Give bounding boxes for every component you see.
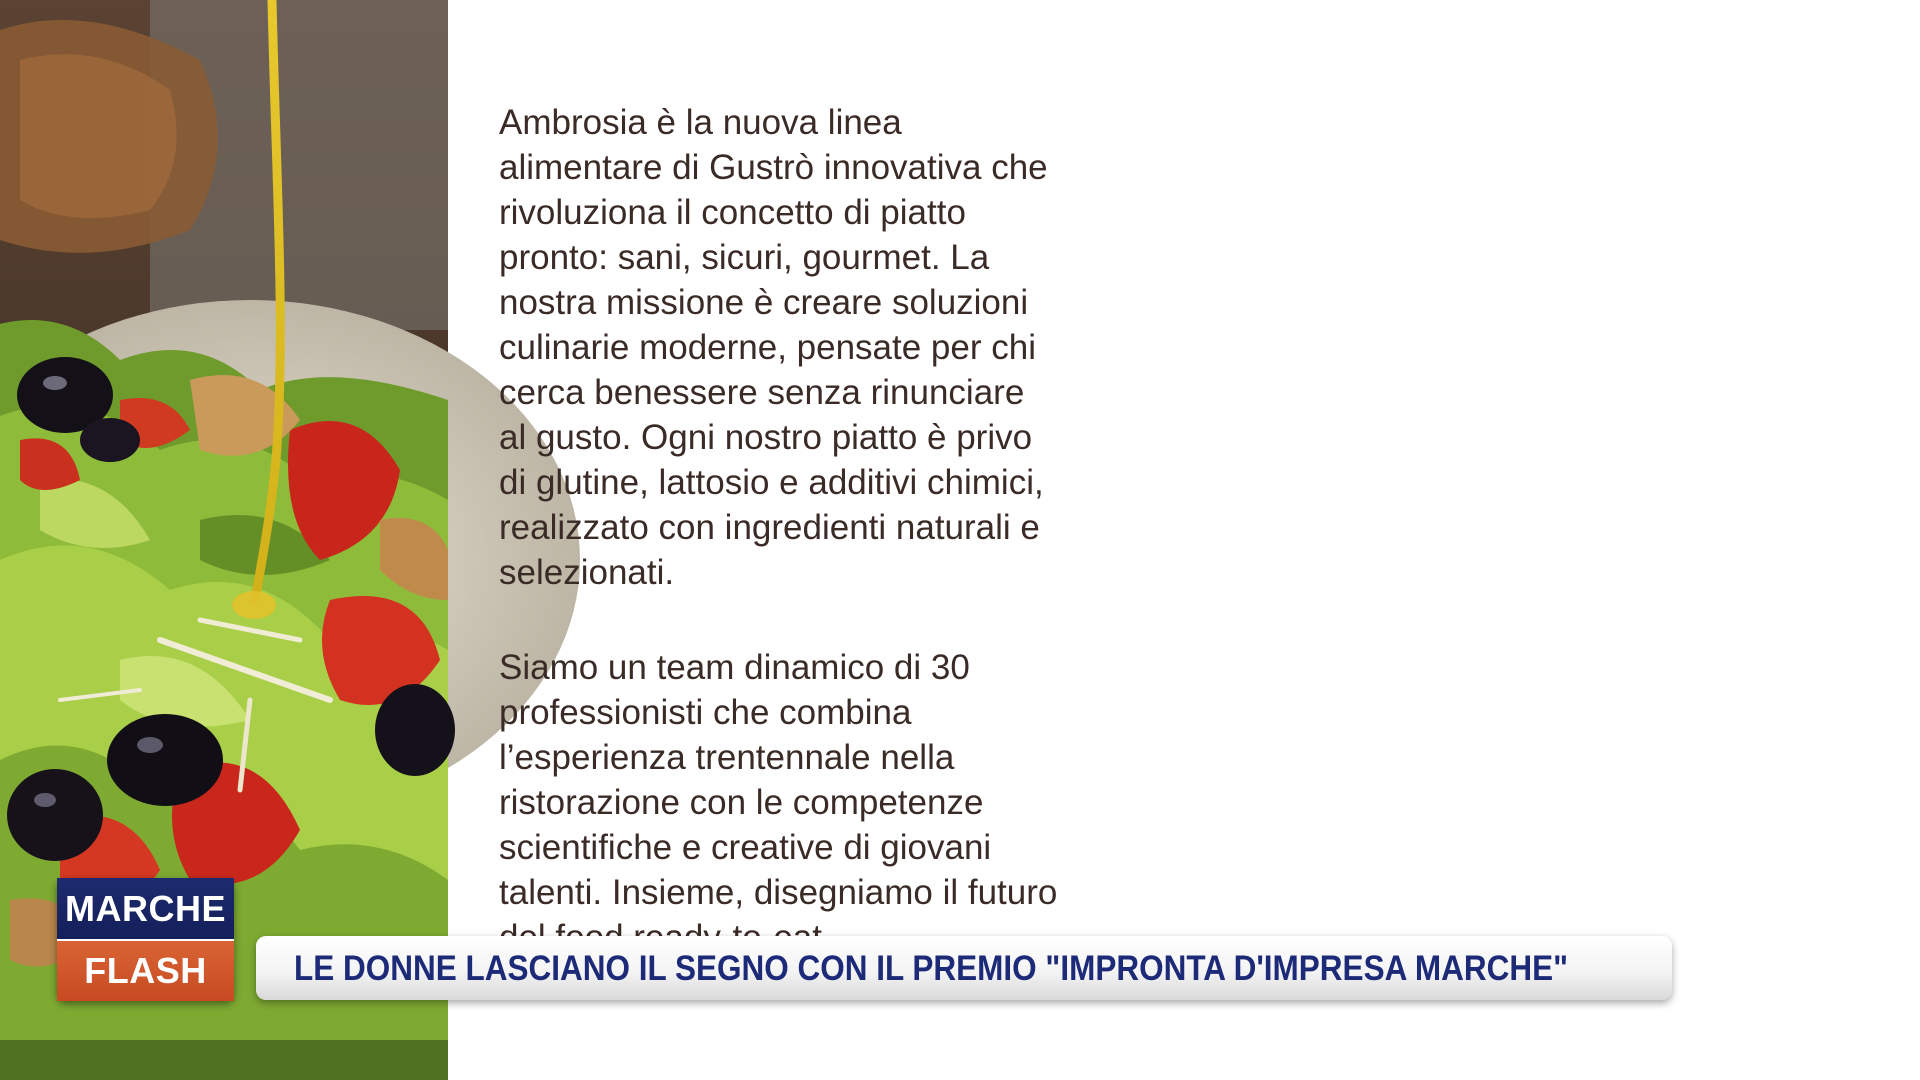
headline-text: LE DONNE LASCIANO IL SEGNO CON IL PREMIO "IMPRONTA D'IMPRESA MARCHE" [294, 949, 1569, 988]
article-paragraph: Siamo un team dinamico di 30 professionisti che combina l’esperienza trentennale nella ristorazione con le competenze scientifiche e creative di giovani talenti. Insieme, disegniamo il futuro [499, 648, 1058, 912]
article-paragraph: Ambrosia è la nuova linea alimentare di Gustrò innovativa che rivoluziona il concetto di piatto pronto: sani, sicuri, gourmet. La nostra missione è creare soluzioni culinarie moderne, pensate per chi cerca benessere senza rinunciare al gusto. Ogni nostro piatto è privo di glutine, lattosio e additivi chimici, realizzato con ingredienti naturali e selezionati. [499, 103, 1048, 592]
news-badge [57, 878, 234, 1001]
badge-flash-label: FLASH [57, 941, 234, 1001]
badge-region-label: MARCHE [57, 878, 234, 939]
article-text [499, 100, 1119, 932]
headline-bar [256, 936, 1672, 1000]
